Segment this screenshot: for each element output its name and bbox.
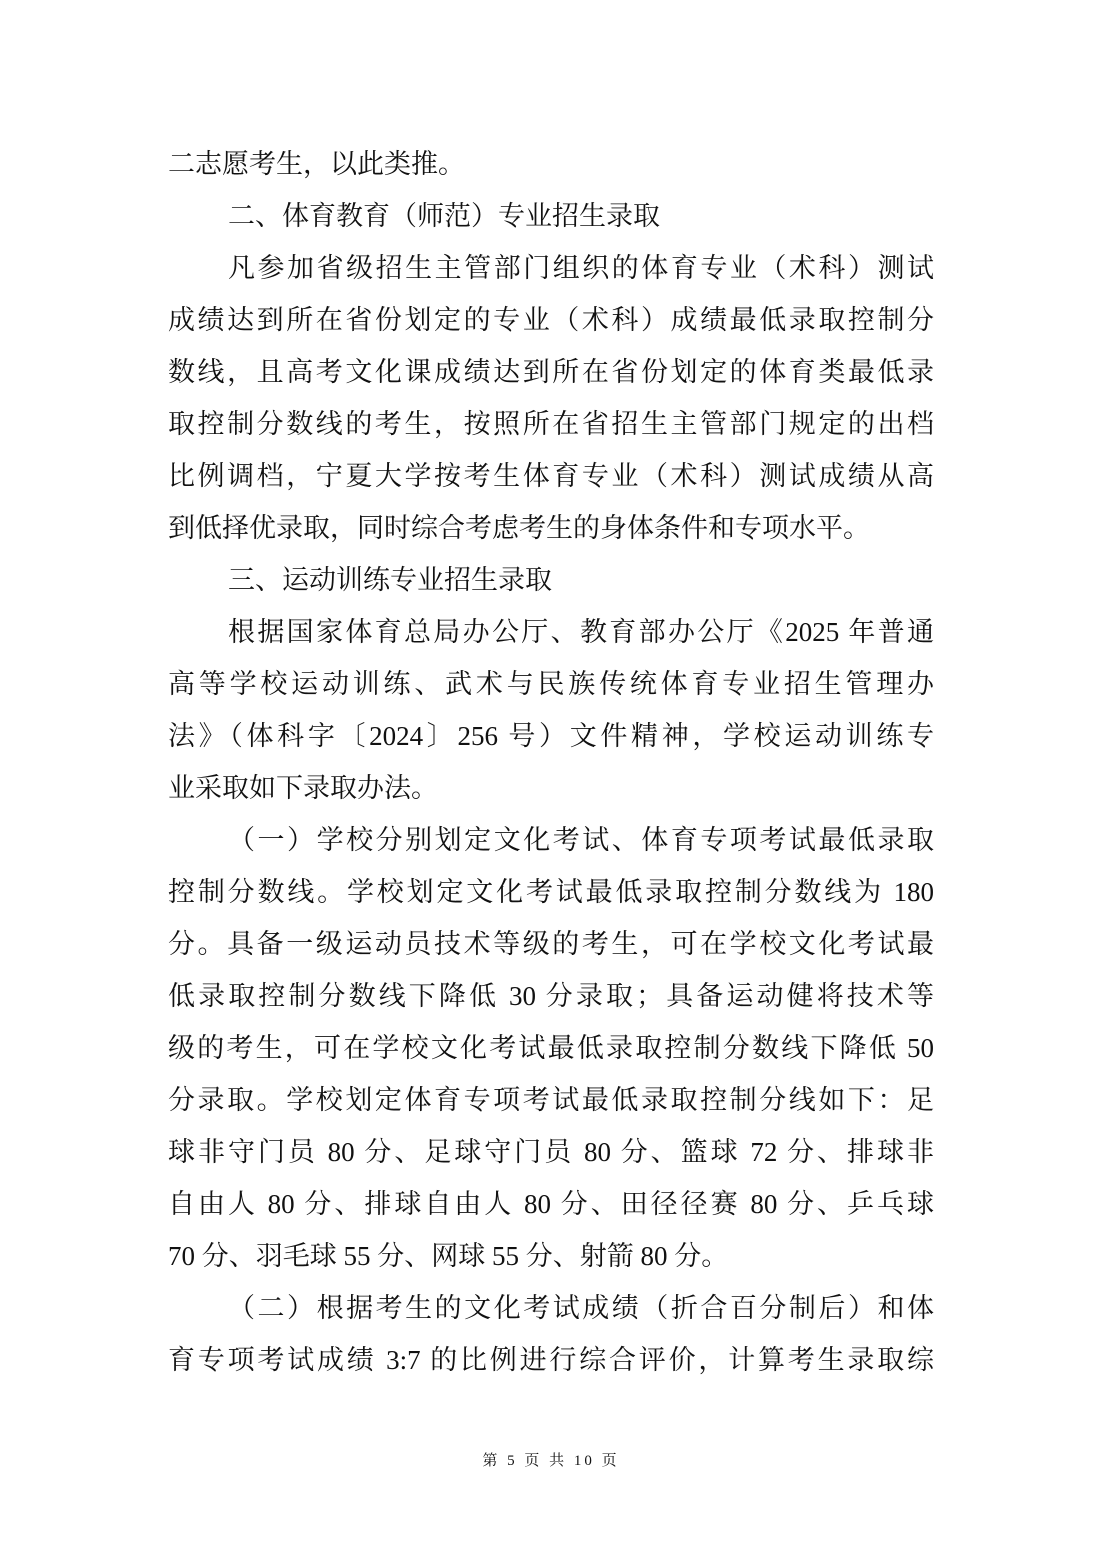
text-line: 成绩达到所在省份划定的专业（术科）成绩最低录取控制分 [168, 305, 934, 335]
text-line: 育专项考试成绩 3:7 的比例进行综合评价，计算考生录取综 [168, 1345, 934, 1375]
text-line: 级的考生，可在学校文化考试最低录取控制分数线下降低 50 [168, 1033, 934, 1063]
text-line: 取控制分数线的考生，按照所在省招生主管部门规定的出档 [168, 409, 934, 439]
paragraph [168, 1282, 934, 1386]
text-line: 自由人 80 分、排球自由人 80 分、田径径赛 80 分、乒乓球 [168, 1189, 934, 1219]
text-line: 业采取如下录取办法。 [168, 773, 438, 803]
text-line: 70 分、羽毛球 55 分、网球 55 分、射箭 80 分。 [168, 1241, 729, 1271]
text-line: 凡参加省级招生主管部门组织的体育专业（术科）测试 [228, 253, 934, 283]
paragraph [168, 190, 934, 242]
text-line: 二、体育教育（师范）专业招生录取 [228, 201, 660, 231]
text-line: 数线，且高考文化课成绩达到所在省份划定的体育类最低录 [168, 357, 934, 387]
text-line: 控制分数线。学校划定文化考试最低录取控制分数线为 180 [168, 877, 934, 907]
paragraph [168, 606, 934, 814]
text-line: 球非守门员 80 分、足球守门员 80 分、篮球 72 分、排球非 [168, 1137, 934, 1167]
paragraph [168, 138, 934, 190]
document-body [168, 138, 934, 1386]
text-line: 二志愿考生，以此类推。 [168, 149, 465, 179]
text-line: 三、运动训练专业招生录取 [228, 565, 552, 595]
text-line: 比例调档，宁夏大学按考生体育专业（术科）测试成绩从高 [168, 461, 934, 491]
text-line: 到低择优录取，同时综合考虑考生的身体条件和专项水平。 [168, 513, 870, 543]
text-line: （一）学校分别划定文化考试、体育专项考试最低录取 [228, 825, 934, 855]
page-footer: 第 5 页 共 10 页 [482, 1453, 620, 1469]
text-line: 高等学校运动训练、武术与民族传统体育专业招生管理办 [168, 669, 934, 699]
text-line: （二）根据考生的文化考试成绩（折合百分制后）和体 [228, 1293, 934, 1323]
text-line: 分。具备一级运动员技术等级的考生，可在学校文化考试最 [168, 929, 934, 959]
paragraph [168, 554, 934, 606]
paragraph [168, 814, 934, 1282]
text-line: 根据国家体育总局办公厅、教育部办公厅《2025 年普通 [228, 617, 934, 647]
text-line: 低录取控制分数线下降低 30 分录取；具备运动健将技术等 [168, 981, 934, 1011]
paragraph [168, 242, 934, 554]
text-line: 分录取。学校划定体育专项考试最低录取控制分线如下：足 [168, 1085, 934, 1115]
text-line: 法》（体科字〔2024〕256 号）文件精神，学校运动训练专 [168, 721, 934, 751]
